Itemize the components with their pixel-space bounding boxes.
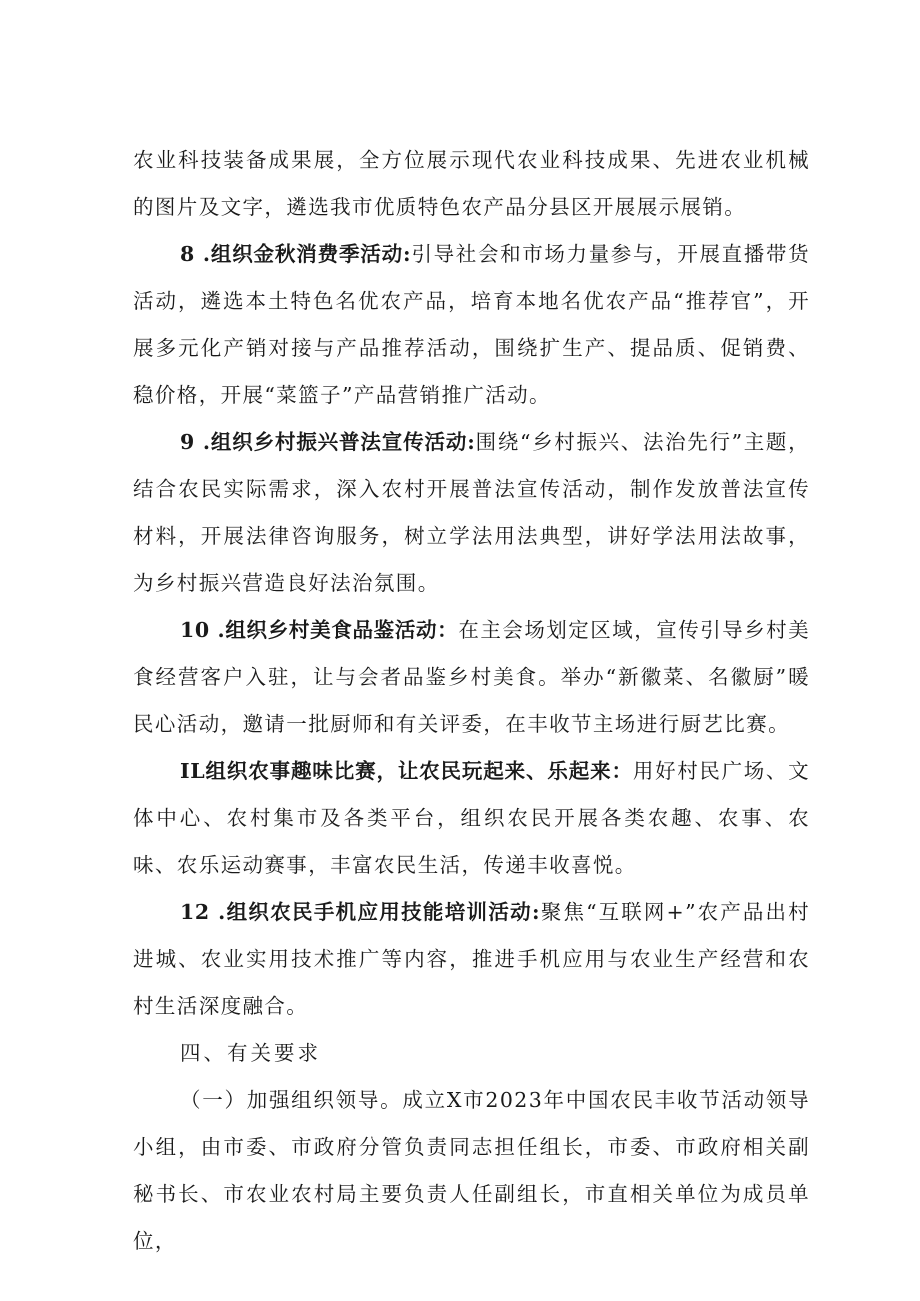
paragraph-requirement-1 [133, 1077, 810, 1265]
document-page [133, 137, 810, 1265]
item-heading: 8 .组织金秋消费季活动: [180, 242, 412, 266]
paragraph-item-11 [133, 748, 810, 889]
section-title: 四、有关要求 [180, 1041, 321, 1065]
paragraph-item-10 [133, 607, 810, 748]
item-heading: 12 .组织农民手机应用技能培训活动: [180, 900, 541, 924]
item-heading: 9 .组织乡村振兴普法宣传活动: [180, 430, 476, 454]
paragraph-item-12 [133, 889, 810, 1030]
paragraph-body: 在主会场划定区域，宣传引导乡村美食经营客户入驻，让与会者品鉴乡村美食。举办“新徽菜、名徽厨”暖民心活动，邀请一批厨师和有关评委，在丰收节主场进行厨艺比赛。 [133, 618, 810, 736]
paragraph-item-8 [133, 231, 810, 419]
paragraph-body: （一）加强组织领导。成立X市2023年中国农民丰收节活动领导小组，由市委、市政府分管负责同志担任组长，市委、市政府相关副秘书长、市农业农村局主要负责人任副组长，市直相关单位为成员单位， [133, 1088, 810, 1253]
paragraph-item-9 [133, 419, 810, 607]
paragraph-body: 农业科技装备成果展，全方位展示现代农业科技成果、先进农业机械的图片及文字，遴选我市优质特色农产品分县区开展展示展销。 [133, 148, 810, 219]
paragraph-body: 用好村民广场、文体中心、农村集市及各类平台，组织农民开展各类农趣、农事、农味、农乐运动赛事，丰富农民生活，传递丰收喜悦。 [133, 759, 811, 877]
paragraph-body: 聚焦“互联网+”农产品出村进城、农业实用技术推广等内容，推进手机应用与农业生产经营和农村生活深度融合。 [133, 900, 810, 1018]
paragraph-continuation [133, 137, 810, 231]
paragraph-body: 围绕“乡村振兴、法治先行”主题，结合农民实际需求，深入农村开展普法宣传活动，制作发放普法宣传材料，开展法律咨询服务，树立学法用法典型，讲好学法用法故事，为乡村振兴营造良好法治氛围。 [133, 430, 810, 595]
item-heading: 10 .组织乡村美食品鉴活动： [180, 618, 459, 642]
item-heading: IL组织农事趣味比赛，让农民玩起来、乐起来： [180, 759, 633, 783]
paragraph-body: 引导社会和市场力量参与，开展直播带货活动，遴选本土特色名优农产品，培育本地名优农产品“推荐官”，开展多元化产销对接与产品推荐活动，围绕扩生产、提品质、促销费、稳价格，开展“菜篮子”产品营销推广活动。 [133, 242, 811, 407]
